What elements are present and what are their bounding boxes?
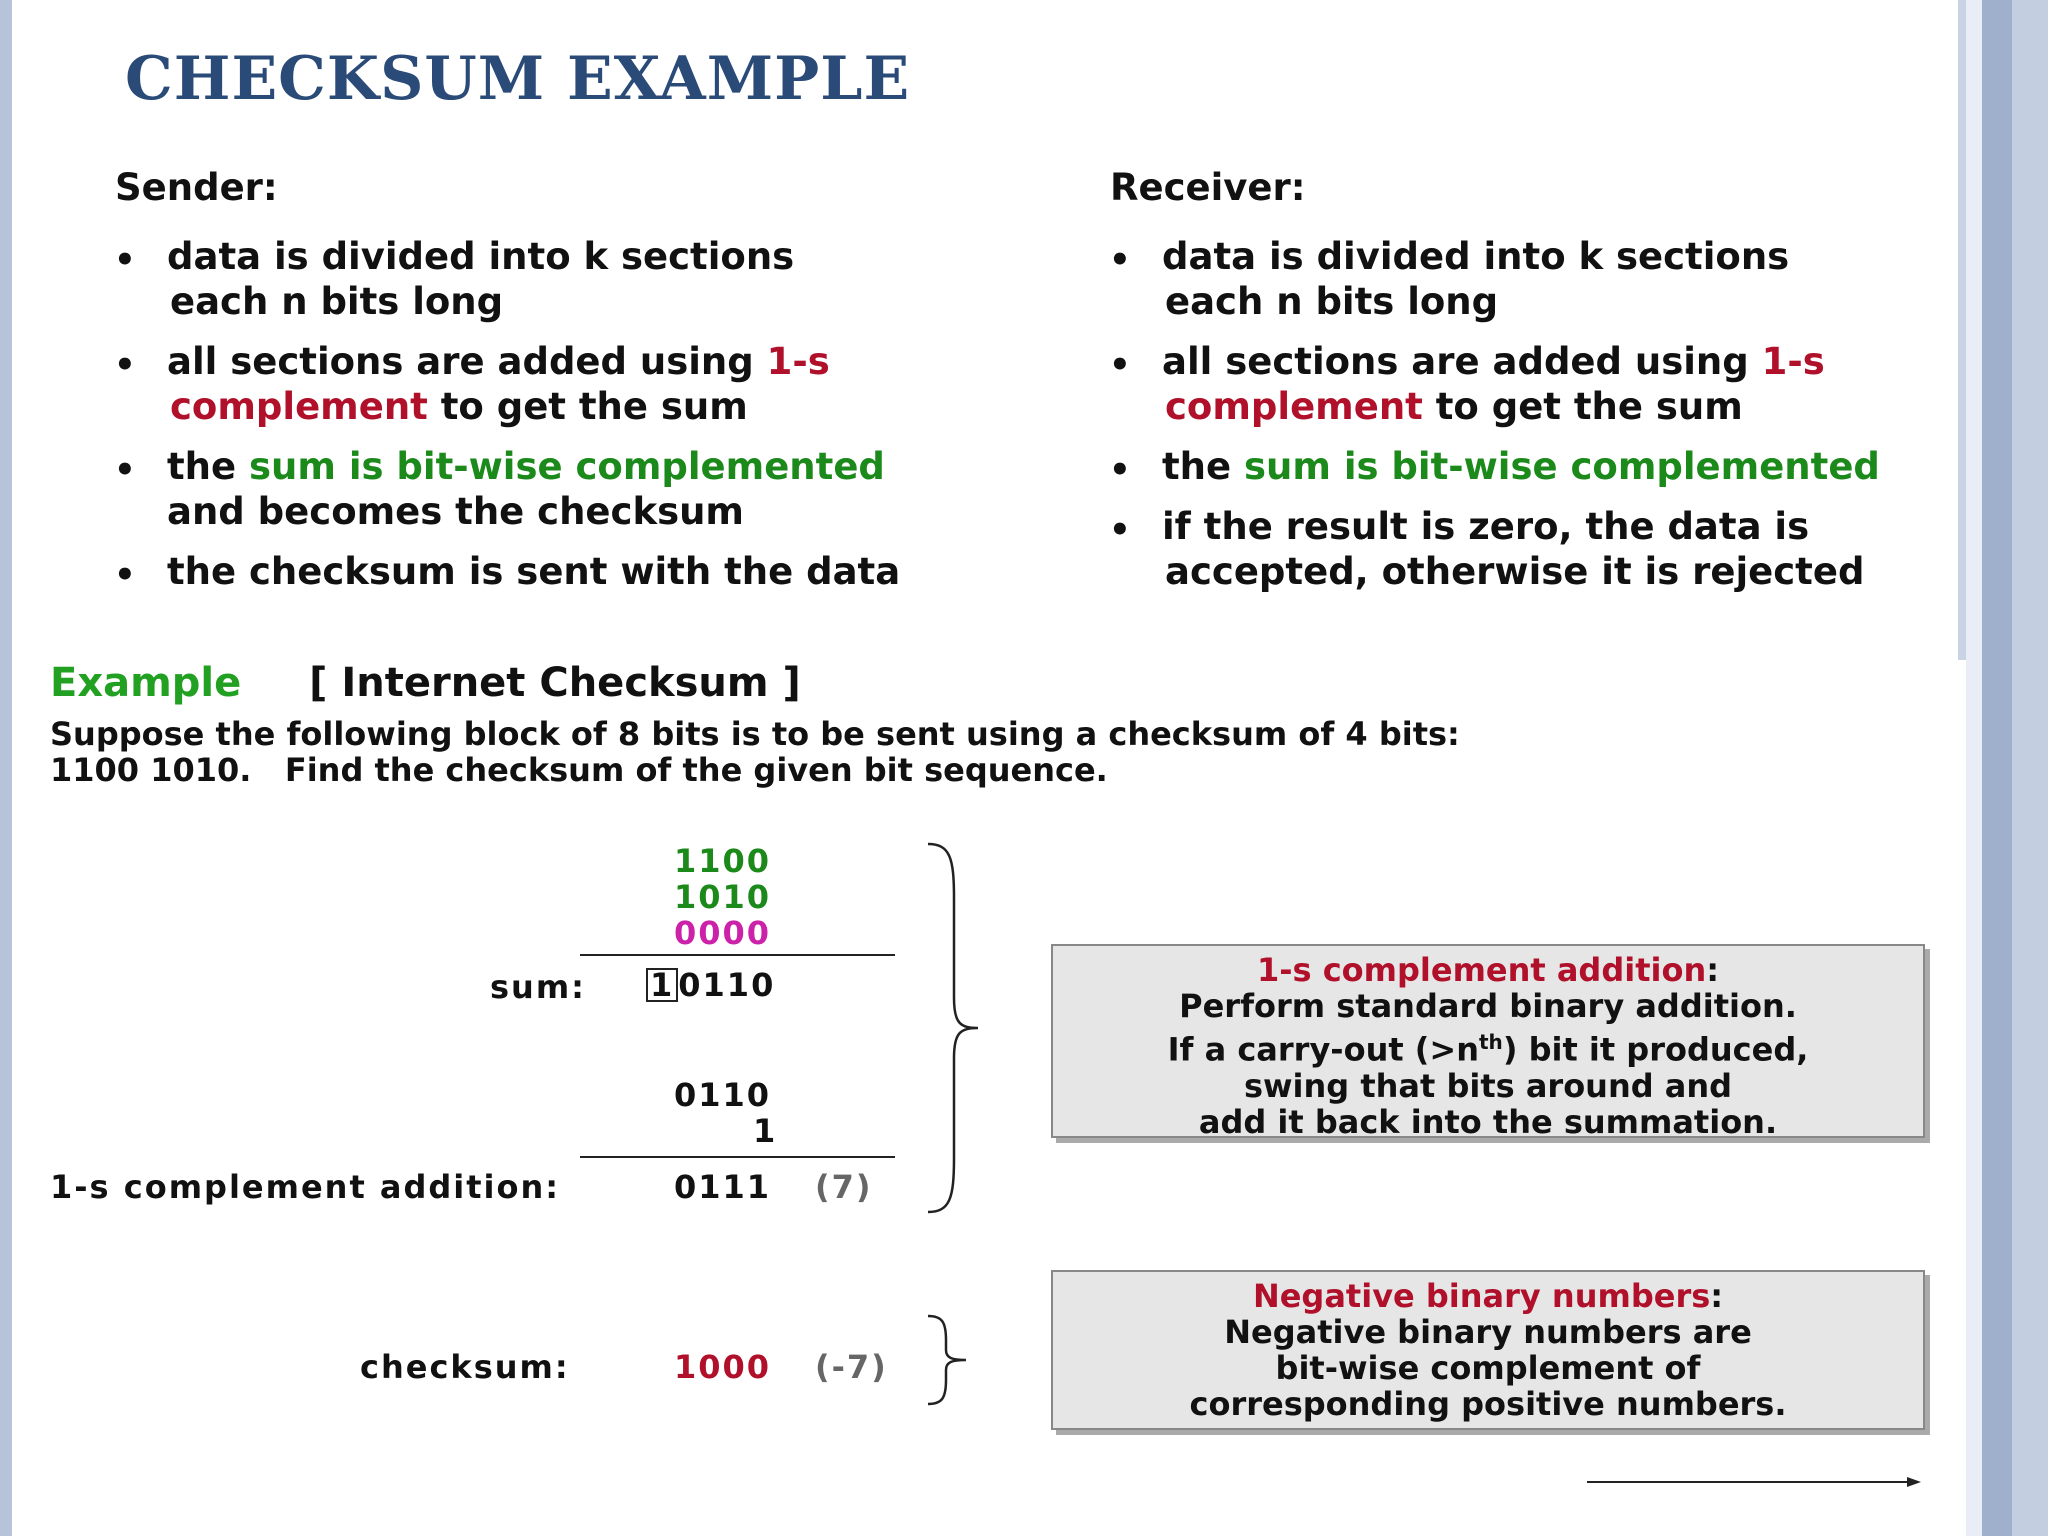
result-label: 1-s complement addition: <box>50 1168 561 1206</box>
sender-bullet-1 <box>167 234 794 324</box>
text-span: the <box>167 445 250 488</box>
text-line: swing that bits around and <box>1243 1066 1733 1105</box>
ones-complement-box <box>1051 944 1925 1141</box>
sum-label: sum: <box>490 968 586 1006</box>
text-line: data is divided into k sections <box>1162 235 1790 278</box>
receiver-bullet-1 <box>1162 234 1789 324</box>
calc-row-4: 0110 <box>674 1076 772 1114</box>
right-border <box>2012 0 2048 1536</box>
box-content <box>1053 1272 1923 1422</box>
checksum-decimal: (-7) <box>815 1348 888 1386</box>
text-span: : <box>1710 1277 1724 1315</box>
right-border <box>1958 0 1966 660</box>
receiver-bullet-3 <box>1162 444 1880 489</box>
receiver-bullet-2 <box>1162 339 1825 429</box>
calc-row-5: 1 <box>753 1112 778 1150</box>
text-line: corresponding positive numbers. <box>1189 1385 1787 1423</box>
bullet: • <box>114 240 136 280</box>
text-line: add it back into the summation. <box>1198 1102 1778 1141</box>
highlight-text: 1-s <box>1761 340 1825 383</box>
highlight-text: complement <box>1165 385 1423 428</box>
highlight-text: sum is bit-wise complemented <box>1244 445 1880 488</box>
calc-row-1: 1100 <box>674 842 772 880</box>
sender-bullet-2 <box>167 339 830 429</box>
small-brace <box>922 1310 972 1410</box>
sum-value <box>646 966 775 1004</box>
calc-row-2: 1010 <box>674 878 772 916</box>
bullet: • <box>114 345 136 385</box>
receiver-bullet-4 <box>1162 504 1864 594</box>
sum-line <box>580 954 895 956</box>
right-border <box>1966 0 1982 1536</box>
text-line: and becomes the checksum <box>167 490 744 533</box>
result-line <box>580 1156 895 1158</box>
text-line: bit-wise complement of <box>1275 1349 1701 1387</box>
box-content <box>1053 946 1923 1140</box>
text-span: all sections are added using <box>1162 340 1762 383</box>
superscript: th <box>1479 1030 1503 1054</box>
text-line: if the result is zero, the data is <box>1162 505 1810 548</box>
problem-statement <box>50 716 1460 788</box>
sender-bullet-4: the checksum is sent with the data <box>167 550 901 593</box>
slide-title: CHECKSUM EXAMPLE <box>125 44 911 114</box>
text-line: Perform standard binary addition. <box>1179 987 1797 1025</box>
result-decimal: (7) <box>815 1168 873 1206</box>
sum-rest: 0110 <box>678 966 776 1004</box>
highlight-text: complement <box>170 385 428 428</box>
text-span: : <box>1706 951 1720 989</box>
checksum-value: 1000 <box>674 1348 772 1386</box>
large-brace <box>920 838 980 1218</box>
bullet: • <box>1109 450 1131 490</box>
text-span: to get the sum <box>427 385 748 428</box>
bullet: • <box>114 450 136 490</box>
text-span: to get the sum <box>1422 385 1743 428</box>
sender-bullet-3 <box>167 444 885 534</box>
bullet: • <box>114 555 136 595</box>
text-span: If a carry-out (>n <box>1167 1030 1479 1069</box>
text-span: all sections are added using <box>167 340 767 383</box>
box-title: 1-s complement addition <box>1256 951 1707 989</box>
text-line: 1100 1010. Find the checksum of the given bit sequence. <box>50 751 1108 789</box>
text-line: data is divided into k sections <box>167 235 795 278</box>
text-line: accepted, otherwise it is rejected <box>1165 550 1865 593</box>
example-label: Example <box>50 660 242 706</box>
calc-row-3: 0000 <box>674 914 772 952</box>
bullet: • <box>1109 510 1131 550</box>
arrow-right-icon <box>1585 1472 1925 1492</box>
bullet: • <box>1109 240 1131 280</box>
text-line: Negative binary numbers are <box>1224 1313 1752 1351</box>
box-title: Negative binary numbers <box>1252 1277 1711 1315</box>
receiver-heading: Receiver: <box>1110 166 1306 209</box>
highlight-text: 1-s <box>766 340 830 383</box>
text-line: Suppose the following block of 8 bits is to be sent using a checksum of 4 bits: <box>50 715 1460 753</box>
sender-heading: Sender: <box>115 166 278 209</box>
text-line: each n bits long <box>1165 280 1499 323</box>
carry-bit: 1 <box>646 968 678 1002</box>
result-value: 0111 <box>674 1168 772 1206</box>
negative-binary-box <box>1051 1270 1925 1430</box>
text-span: ) bit it produced, <box>1502 1030 1809 1069</box>
left-border <box>0 0 12 1536</box>
example-subtitle: [ Internet Checksum ] <box>309 660 801 706</box>
text-line: each n bits long <box>170 280 504 323</box>
bullet: • <box>1109 345 1131 385</box>
right-border <box>1982 0 2012 1536</box>
checksum-label: checksum: <box>360 1348 570 1386</box>
highlight-text: sum is bit-wise complemented <box>249 445 885 488</box>
example-heading <box>50 660 801 706</box>
text-span: the <box>1162 445 1245 488</box>
